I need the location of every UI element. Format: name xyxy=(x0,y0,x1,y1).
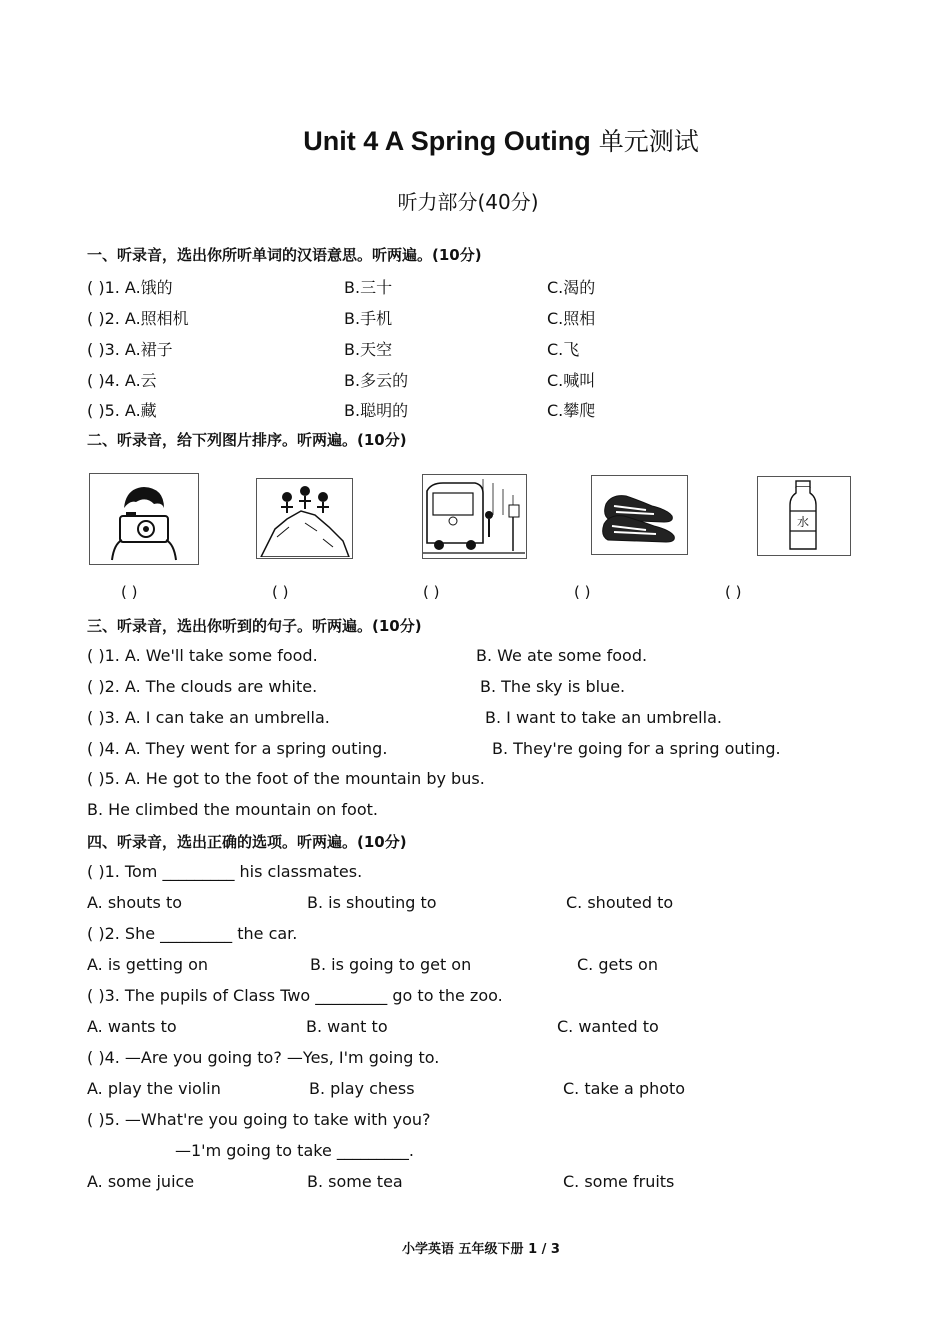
s1-q1-c: C.渴的 xyxy=(547,278,596,297)
s1-q4-b: B.多云的 xyxy=(344,371,409,390)
picture-4-blank: ( ) xyxy=(574,583,591,601)
water-bottle-icon xyxy=(757,476,851,556)
section-4-heading: 四、听录音，选出正确的选项。听两遍。(10分) xyxy=(87,833,407,851)
kids-climbing-mountain-icon xyxy=(256,478,353,559)
s3-q1-b: B. We ate some food. xyxy=(476,646,648,665)
s4-q4-c: C. take a photo xyxy=(563,1079,686,1098)
s4-q5: ( )5. —What're you going to take with you? xyxy=(87,1110,431,1129)
s4-q2: ( )2. She _________ the car. xyxy=(87,924,298,943)
s1-q2-c: C.照相 xyxy=(547,309,596,328)
page-title xyxy=(0,122,950,158)
s1-q4: ( )4. A.云 xyxy=(87,371,157,390)
s4-q5-a: A. some juice xyxy=(87,1172,195,1191)
s1-q4-c: C.喊叫 xyxy=(547,371,596,390)
s4-q2-a: A. is getting on xyxy=(87,955,209,974)
picture-2-blank: ( ) xyxy=(272,583,289,601)
s1-q5-c: C.攀爬 xyxy=(547,401,596,420)
bottle-label: 水 xyxy=(796,515,810,529)
picture-5-blank: ( ) xyxy=(725,583,742,601)
s4-q1: ( )1. Tom _________ his classmates. xyxy=(87,862,363,881)
boy-with-camera-icon xyxy=(89,473,199,565)
s4-q1-c: C. shouted to xyxy=(566,893,674,912)
s1-q2-b: B.手机 xyxy=(344,309,393,328)
s3-q2-a: ( )2. A. The clouds are white. xyxy=(87,677,318,696)
s3-q4-b: B. They're going for a spring outing. xyxy=(492,739,781,758)
s3-q3-b: B. I want to take an umbrella. xyxy=(485,708,722,727)
s4-q1-b: B. is shouting to xyxy=(307,893,437,912)
page-subtitle: 听力部分(40分) xyxy=(397,190,539,214)
s4-q3-c: C. wanted to xyxy=(557,1017,659,1036)
s4-q2-b: B. is going to get on xyxy=(310,955,472,974)
s4-q2-c: C. gets on xyxy=(577,955,658,974)
picture-1-blank: ( ) xyxy=(121,583,138,601)
s1-q3-c: C.飞 xyxy=(547,340,580,359)
s4-q4: ( )4. —Are you going to? —Yes, I'm going to. xyxy=(87,1048,440,1067)
s4-q3-b: B. want to xyxy=(306,1017,388,1036)
s4-q3-a: A. wants to xyxy=(87,1017,177,1036)
s1-q5-b: B.聪明的 xyxy=(344,401,409,420)
s1-q1-b: B.三十 xyxy=(344,278,393,297)
s4-q5-b: B. some tea xyxy=(307,1172,403,1191)
s4-q3: ( )3. The pupils of Class Two _________ go to the zoo. xyxy=(87,986,503,1005)
section-1-heading: 一、听录音，选出你所听单词的汉语意思。听两遍。(10分) xyxy=(87,246,482,264)
s1-q2: ( )2. A.照相机 xyxy=(87,309,189,328)
section-3-heading: 三、听录音，选出你听到的句子。听两遍。(10分) xyxy=(87,617,422,635)
s3-q1-a: ( )1. A. We'll take some food. xyxy=(87,646,318,665)
picture-3-blank: ( ) xyxy=(423,583,440,601)
s3-q5-a: ( )5. A. He got to the foot of the mountain by bus. xyxy=(87,769,485,788)
s1-q3: ( )3. A.裙子 xyxy=(87,340,173,359)
s1-q3-b: B.天空 xyxy=(344,340,393,359)
s1-q1: ( )1. A.饿的 xyxy=(87,278,173,297)
s4-q4-a: A. play the violin xyxy=(87,1079,221,1098)
s4-q5-c: C. some fruits xyxy=(563,1172,675,1191)
section-2-heading: 二、听录音，给下列图片排序。听两遍。(10分) xyxy=(87,431,407,449)
title-chinese: 单元测试 xyxy=(598,127,699,156)
s3-q2-b: B. The sky is blue. xyxy=(480,677,626,696)
s3-q3-a: ( )3. A. I can take an umbrella. xyxy=(87,708,330,727)
s3-q5-b: B. He climbed the mountain on foot. xyxy=(87,800,378,819)
s4-q5-line2: —1'm going to take _________. xyxy=(175,1141,414,1160)
s4-q1-a: A. shouts to xyxy=(87,893,182,912)
s1-q5: ( )5. A.藏 xyxy=(87,401,157,420)
s4-q4-b: B. play chess xyxy=(309,1079,415,1098)
bus-station-icon xyxy=(422,474,527,559)
page-footer: 小学英语 五年级下册 1 / 3 xyxy=(402,1242,560,1257)
sneakers-icon xyxy=(591,475,688,555)
s3-q4-a: ( )4. A. They went for a spring outing. xyxy=(87,739,388,758)
title-english: Unit 4 A Spring Outing xyxy=(303,126,591,156)
